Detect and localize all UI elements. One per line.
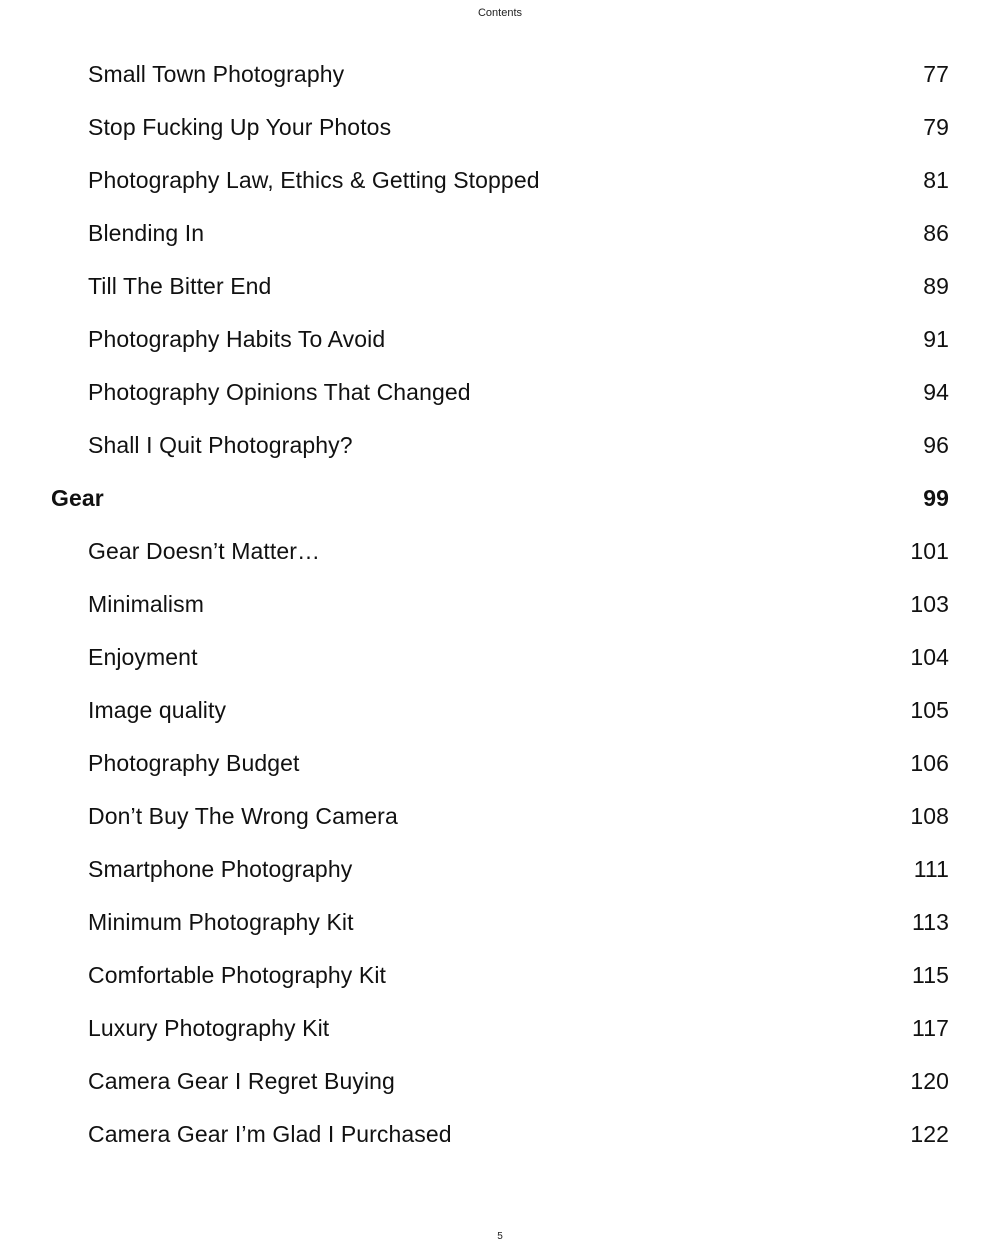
toc-entry-page: 106 xyxy=(910,750,949,776)
toc-entry-title: Shall I Quit Photography? xyxy=(88,432,353,458)
toc-entry-page: 77 xyxy=(923,61,949,87)
toc-entry-page: 81 xyxy=(923,167,949,193)
toc-entry-title: Small Town Photography xyxy=(88,61,345,87)
toc-entry-page: 86 xyxy=(923,220,949,246)
toc-entry-shall-i-quit[interactable] xyxy=(0,419,1000,472)
toc-section-title: Gear xyxy=(51,485,104,511)
table-of-contents xyxy=(0,48,1000,1161)
toc-section-page: 99 xyxy=(923,485,949,511)
toc-entry-title: Photography Habits To Avoid xyxy=(88,326,386,352)
toc-entry-minimum-kit[interactable] xyxy=(0,896,1000,949)
toc-entry-page: 108 xyxy=(910,803,949,829)
toc-entry-title: Blending In xyxy=(88,220,205,246)
toc-entry-title: Luxury Photography Kit xyxy=(88,1015,330,1041)
toc-entry-title: Enjoyment xyxy=(88,644,198,670)
toc-entry-small-town-photography[interactable] xyxy=(0,48,1000,101)
toc-entry-page: 117 xyxy=(912,1015,949,1041)
toc-entry-photography-habits[interactable] xyxy=(0,313,1000,366)
toc-entry-page: 103 xyxy=(910,591,949,617)
toc-entry-enjoyment[interactable] xyxy=(0,631,1000,684)
toc-entry-page: 94 xyxy=(923,379,949,405)
page-number: 5 xyxy=(497,1231,503,1242)
toc-entry-page: 89 xyxy=(923,273,949,299)
toc-entry-page: 113 xyxy=(912,909,949,935)
toc-entry-page: 115 xyxy=(912,962,949,988)
running-header: Contents xyxy=(477,7,523,19)
toc-entry-photography-law[interactable] xyxy=(0,154,1000,207)
toc-entry-page: 105 xyxy=(910,697,949,723)
toc-entry-page: 122 xyxy=(910,1121,949,1147)
toc-entry-title: Minimum Photography Kit xyxy=(88,909,354,935)
toc-entry-title: Camera Gear I Regret Buying xyxy=(88,1068,395,1094)
toc-entry-photography-opinions[interactable] xyxy=(0,366,1000,419)
toc-entry-gear-regret[interactable] xyxy=(0,1055,1000,1108)
toc-entry-title: Photography Law, Ethics & Getting Stopped xyxy=(88,167,540,193)
toc-entry-wrong-camera[interactable] xyxy=(0,790,1000,843)
toc-entry-smartphone-photography[interactable] xyxy=(0,843,1000,896)
toc-entry-title: Till The Bitter End xyxy=(88,273,272,299)
toc-entry-page: 91 xyxy=(923,326,949,352)
toc-entry-title: Don’t Buy The Wrong Camera xyxy=(88,803,398,829)
toc-entry-page: 79 xyxy=(923,114,949,140)
toc-entry-title: Stop Fucking Up Your Photos xyxy=(88,114,392,140)
toc-entry-title: Image quality xyxy=(88,697,227,723)
toc-entry-page: 104 xyxy=(910,644,949,670)
toc-entry-image-quality[interactable] xyxy=(0,684,1000,737)
toc-entry-title: Smartphone Photography xyxy=(88,856,353,882)
toc-entry-comfortable-kit[interactable] xyxy=(0,949,1000,1002)
toc-entry-photography-budget[interactable] xyxy=(0,737,1000,790)
toc-entry-minimalism[interactable] xyxy=(0,578,1000,631)
toc-entry-stop-fucking-up-your-photos[interactable] xyxy=(0,101,1000,154)
toc-entry-luxury-kit[interactable] xyxy=(0,1002,1000,1055)
toc-entry-gear-glad[interactable] xyxy=(0,1108,1000,1161)
toc-entry-title: Camera Gear I’m Glad I Purchased xyxy=(88,1121,452,1147)
toc-entry-title: Photography Budget xyxy=(88,750,300,776)
toc-entry-title: Comfortable Photography Kit xyxy=(88,962,387,988)
toc-section-gear[interactable] xyxy=(0,472,1000,525)
toc-entry-page: 96 xyxy=(923,432,949,458)
toc-entry-page: 111 xyxy=(913,856,949,882)
toc-entry-till-the-bitter-end[interactable] xyxy=(0,260,1000,313)
toc-entry-blending-in[interactable] xyxy=(0,207,1000,260)
toc-entry-title: Photography Opinions That Changed xyxy=(88,379,471,405)
toc-entry-page: 101 xyxy=(910,538,949,564)
toc-entry-title: Minimalism xyxy=(88,591,204,617)
toc-entry-title: Gear Doesn’t Matter… xyxy=(88,538,321,564)
toc-entry-page: 120 xyxy=(910,1068,949,1094)
toc-entry-gear-doesnt-matter[interactable] xyxy=(0,525,1000,578)
